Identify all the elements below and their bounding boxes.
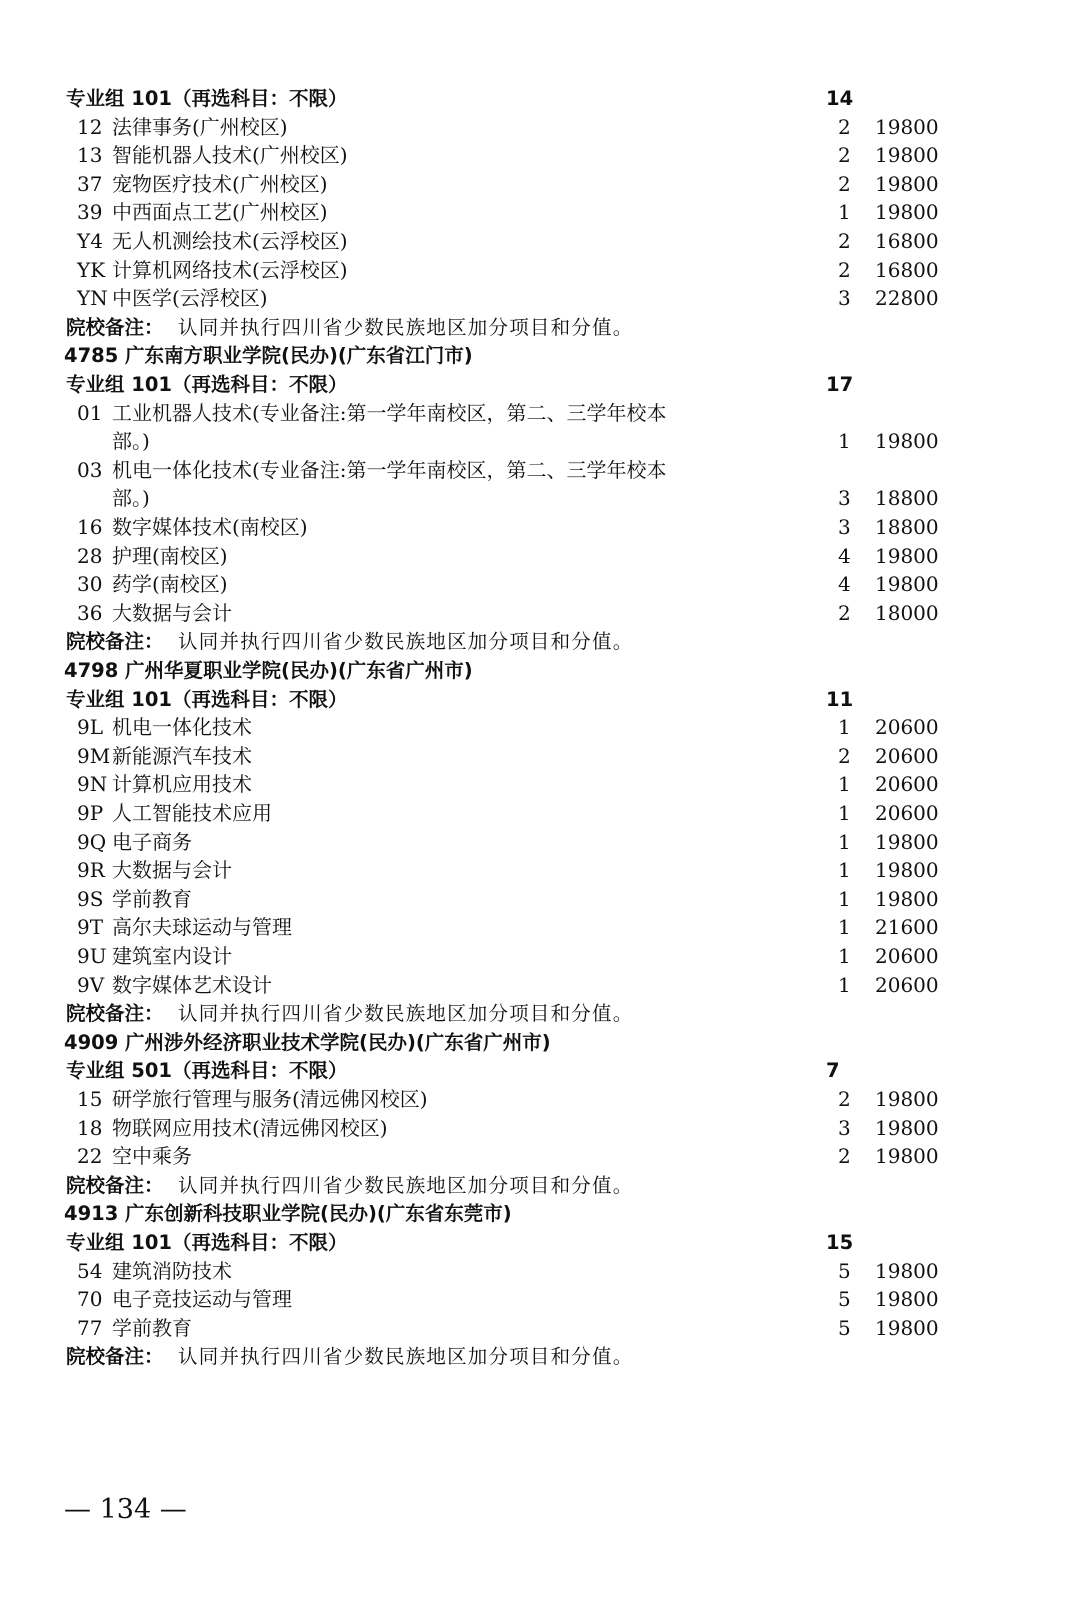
school-note-label: 院校备注：	[66, 1002, 164, 1026]
major-quota: 1	[838, 772, 851, 797]
major-quota: 1	[838, 200, 851, 225]
major-code: 18	[77, 1115, 103, 1140]
major-row	[0, 1142, 1080, 1171]
major-code: 03	[77, 457, 103, 482]
major-row	[0, 484, 1080, 513]
major-code: 9S	[77, 886, 104, 911]
major-row	[0, 913, 1080, 942]
major-code: 9Q	[77, 829, 107, 854]
major-group-label: 专业组 101（再选科目：不限）	[66, 87, 348, 110]
major-code: 70	[77, 1287, 103, 1312]
major-title: 部。)	[112, 486, 150, 511]
major-code: 54	[77, 1258, 103, 1283]
school-note	[0, 627, 1080, 656]
major-tuition: 19800	[875, 143, 939, 168]
major-tuition: 19800	[875, 171, 939, 196]
major-code: 9V	[77, 972, 105, 997]
major-title: 智能机器人技术(广州校区)	[112, 143, 348, 168]
major-title: 建筑室内设计	[112, 944, 232, 968]
school-note	[0, 1171, 1080, 1200]
major-group-row	[0, 84, 1080, 113]
major-group-count: 11	[826, 687, 854, 711]
major-title: 工业机器人技术(专业备注:第一学年南校区，第二、三学年校本	[112, 400, 667, 425]
major-row	[0, 542, 1080, 571]
major-title: 研学旅行管理与服务(清远佛冈校区)	[112, 1087, 428, 1111]
major-row	[0, 256, 1080, 285]
major-row	[0, 1285, 1080, 1314]
major-tuition: 18000	[875, 600, 939, 625]
school-note	[0, 1342, 1080, 1371]
major-code: 36	[77, 600, 103, 625]
major-row	[0, 942, 1080, 971]
major-title: 计算机应用技术	[112, 772, 252, 797]
major-row	[0, 227, 1080, 256]
major-title: 中西面点工艺(广州校区)	[112, 200, 328, 225]
major-tuition: 16800	[875, 257, 939, 282]
major-code: 13	[77, 143, 103, 168]
major-tuition: 19800	[875, 1287, 939, 1312]
major-code: YN	[77, 286, 108, 311]
major-tuition: 19800	[875, 829, 939, 854]
major-group-count: 17	[826, 373, 854, 396]
school-note-label: 院校备注：	[66, 1345, 164, 1369]
major-row	[0, 513, 1080, 542]
school-note-label: 院校备注：	[66, 630, 164, 654]
school-name: 4785 广东南方职业学院(民办)(广东省江门市)	[64, 344, 473, 368]
major-quota: 2	[838, 1087, 851, 1111]
major-quota: 1	[838, 944, 851, 968]
major-quota: 1	[838, 915, 851, 940]
major-quota: 2	[838, 257, 851, 282]
major-code: 9U	[77, 944, 107, 968]
school-note-label: 院校备注：	[66, 1173, 164, 1197]
major-title: 建筑消防技术	[112, 1258, 232, 1283]
major-tuition: 19800	[875, 1115, 939, 1140]
major-code: 16	[77, 515, 103, 539]
major-title: 法律事务(广州校区)	[112, 114, 288, 139]
major-code: 12	[77, 114, 103, 139]
major-row	[0, 713, 1080, 742]
major-tuition: 22800	[875, 286, 939, 311]
major-tuition: 19800	[875, 543, 939, 568]
major-code: YK	[77, 257, 106, 282]
major-quota: 3	[838, 286, 851, 311]
major-row	[0, 828, 1080, 857]
major-code: 9N	[77, 772, 108, 797]
school-note-text: 认同并执行四川省少数民族地区加分项目和分值。	[178, 1345, 634, 1369]
major-group-label: 专业组 101（再选科目：不限）	[66, 373, 348, 396]
major-code: 9T	[77, 915, 104, 940]
major-tuition: 19800	[875, 1087, 939, 1111]
major-title: 高尔夫球运动与管理	[112, 915, 292, 940]
major-row	[0, 770, 1080, 799]
major-title: 电子竞技运动与管理	[112, 1287, 292, 1312]
major-code: 30	[77, 572, 103, 597]
major-tuition: 20600	[875, 772, 939, 797]
major-row	[0, 141, 1080, 170]
major-tuition: 16800	[875, 229, 939, 253]
major-quota: 3	[838, 1115, 851, 1140]
major-title: 中医学(云浮校区)	[112, 286, 268, 311]
major-quota: 2	[838, 743, 851, 768]
major-quota: 3	[838, 486, 851, 511]
major-title: 机电一体化技术(专业备注:第一学年南校区，第二、三学年校本	[112, 457, 667, 482]
major-row	[0, 856, 1080, 885]
major-quota: 2	[838, 1144, 851, 1169]
major-title: 无人机测绘技术(云浮校区)	[112, 229, 348, 253]
major-tuition: 21600	[875, 915, 939, 940]
major-code: 9M	[77, 743, 111, 768]
major-code: Y4	[77, 229, 103, 253]
major-quota: 1	[838, 972, 851, 997]
school-heading	[0, 341, 1080, 370]
major-title: 新能源汽车技术	[112, 743, 252, 768]
major-row	[0, 742, 1080, 771]
major-code: 37	[77, 171, 103, 196]
major-row	[0, 1314, 1080, 1343]
school-note	[0, 313, 1080, 342]
major-title: 数字媒体技术(南校区)	[112, 515, 308, 539]
major-quota: 5	[838, 1315, 851, 1340]
major-title: 学前教育	[112, 886, 192, 911]
major-quota: 1	[838, 429, 851, 454]
major-quota: 3	[838, 515, 851, 539]
major-tuition: 19800	[875, 114, 939, 139]
school-heading	[0, 1028, 1080, 1057]
major-tuition: 19800	[875, 886, 939, 911]
major-title: 物联网应用技术(清远佛冈校区)	[112, 1115, 388, 1140]
major-group-label: 专业组 101（再选科目：不限）	[66, 1231, 348, 1254]
major-row	[0, 284, 1080, 313]
major-tuition: 20600	[875, 972, 939, 997]
major-quota: 1	[838, 715, 851, 740]
major-group-row	[0, 1056, 1080, 1085]
major-quota: 5	[838, 1258, 851, 1283]
major-quota: 1	[838, 886, 851, 911]
major-row	[0, 1257, 1080, 1286]
major-tuition: 18800	[875, 486, 939, 511]
major-quota: 1	[838, 829, 851, 854]
major-tuition: 19800	[875, 858, 939, 883]
major-title: 部。)	[112, 429, 150, 454]
major-row	[0, 885, 1080, 914]
page-number: — 134 —	[64, 1494, 187, 1525]
major-title: 学前教育	[112, 1315, 192, 1340]
major-title: 机电一体化技术	[112, 715, 252, 740]
major-group-row	[0, 1228, 1080, 1257]
major-tuition: 19800	[875, 1258, 939, 1283]
major-row	[0, 427, 1080, 456]
major-quota: 4	[838, 572, 851, 597]
major-title: 空中乘务	[112, 1144, 192, 1169]
major-group-label: 专业组 501（再选科目：不限）	[66, 1059, 348, 1083]
major-title: 计算机网络技术(云浮校区)	[112, 257, 348, 282]
school-note-label: 院校备注：	[66, 315, 164, 339]
major-quota: 2	[838, 114, 851, 139]
major-tuition: 19800	[875, 1315, 939, 1340]
school-note-text: 认同并执行四川省少数民族地区加分项目和分值。	[178, 1002, 634, 1026]
major-code: 9P	[77, 801, 104, 825]
school-name: 4798 广州华夏职业学院(民办)(广东省广州市)	[64, 659, 473, 682]
major-tuition: 19800	[875, 1144, 939, 1169]
major-code: 01	[77, 400, 103, 425]
major-group-count: 15	[826, 1231, 854, 1254]
major-tuition: 20600	[875, 743, 939, 768]
major-tuition: 19800	[875, 572, 939, 597]
major-tuition: 20600	[875, 715, 939, 740]
major-row	[0, 198, 1080, 227]
major-row	[0, 570, 1080, 599]
major-title: 数字媒体艺术设计	[112, 972, 272, 997]
major-code: 9L	[77, 715, 104, 740]
major-group-row	[0, 370, 1080, 399]
major-row	[0, 399, 1080, 428]
major-row	[0, 170, 1080, 199]
school-name: 4909 广州涉外经济职业技术学院(民办)(广东省广州市)	[64, 1030, 551, 1054]
major-code: 28	[77, 543, 103, 568]
major-quota: 2	[838, 143, 851, 168]
major-title: 大数据与会计	[112, 600, 232, 625]
major-row	[0, 1114, 1080, 1143]
major-quota: 4	[838, 543, 851, 568]
major-quota: 1	[838, 801, 851, 825]
major-quota: 2	[838, 171, 851, 196]
major-tuition: 19800	[875, 429, 939, 454]
school-note	[0, 999, 1080, 1028]
major-quota: 2	[838, 229, 851, 253]
major-tuition: 18800	[875, 515, 939, 539]
major-code: 39	[77, 200, 103, 225]
major-group-label: 专业组 101（再选科目：不限）	[66, 687, 348, 711]
major-tuition: 20600	[875, 801, 939, 825]
major-code: 9R	[77, 858, 105, 883]
major-title: 药学(南校区)	[112, 572, 228, 597]
major-code: 15	[77, 1087, 103, 1111]
school-heading	[0, 1199, 1080, 1228]
major-code: 22	[77, 1144, 103, 1169]
major-group-count: 14	[826, 87, 854, 110]
major-quota: 5	[838, 1287, 851, 1312]
major-group-count: 7	[826, 1059, 840, 1083]
major-quota: 2	[838, 600, 851, 625]
school-name: 4913 广东创新科技职业学院(民办)(广东省东莞市)	[64, 1202, 512, 1226]
school-note-text: 认同并执行四川省少数民族地区加分项目和分值。	[178, 630, 634, 654]
major-title: 宠物医疗技术(广州校区)	[112, 171, 328, 196]
school-heading	[0, 656, 1080, 685]
major-title: 护理(南校区)	[112, 543, 228, 568]
major-tuition: 20600	[875, 944, 939, 968]
major-row	[0, 799, 1080, 828]
school-note-text: 认同并执行四川省少数民族地区加分项目和分值。	[178, 1173, 634, 1197]
major-title: 电子商务	[112, 829, 192, 854]
major-title: 大数据与会计	[112, 858, 232, 883]
major-row	[0, 1085, 1080, 1114]
major-row	[0, 971, 1080, 1000]
major-row	[0, 456, 1080, 485]
school-note-text: 认同并执行四川省少数民族地区加分项目和分值。	[178, 315, 634, 339]
major-row	[0, 599, 1080, 628]
major-row	[0, 113, 1080, 142]
major-title: 人工智能技术应用	[112, 801, 272, 825]
major-tuition: 19800	[875, 200, 939, 225]
major-code: 77	[77, 1315, 103, 1340]
major-quota: 1	[838, 858, 851, 883]
major-group-row	[0, 685, 1080, 714]
